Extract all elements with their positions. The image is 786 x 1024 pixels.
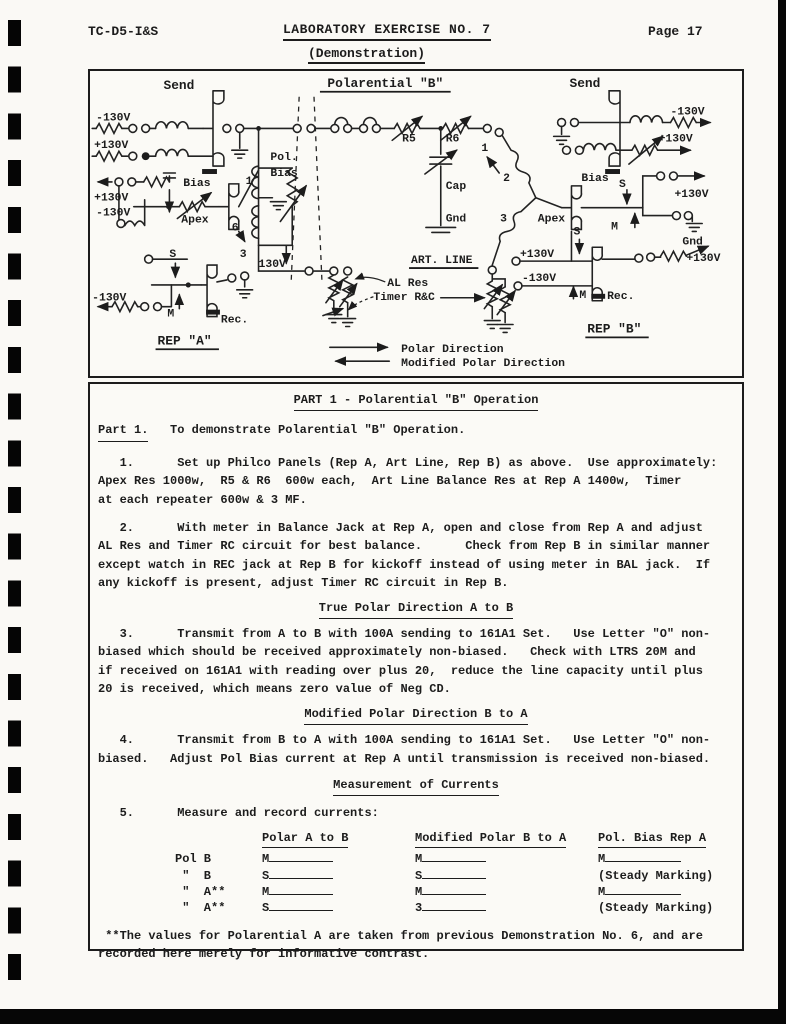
legend-polar-direction: Polar Direction: [401, 344, 504, 357]
paragraph-5: 5. Measure and record currents:: [98, 806, 379, 821]
table-row: Pol B M M M: [98, 851, 734, 867]
table-header-row: [98, 831, 734, 848]
blank-line: [269, 868, 333, 879]
label-b-pos130-1: +130V: [658, 133, 693, 146]
paragraph-1: 1. Set up Philco Panels (Rep A, Art Line, Rep B) as above. Use approximately: Apex Res 1000w, R5 & R6 600w each, Art Line Balance Res at Rep A 1400w, Timer at each repeater 600w & 3 MF.: [98, 455, 718, 507]
diagram-title: Polarential "B": [327, 75, 444, 91]
label-pol: Pol.: [270, 152, 298, 165]
label-b-s1: S: [619, 178, 626, 191]
circuit-diagram-box: [88, 69, 744, 378]
label-rep-a: REP "A": [157, 333, 212, 349]
label-b-pos130-4: +130V: [686, 253, 721, 266]
label-a-apex: Apex: [181, 214, 209, 227]
label-pol-bias: Bias: [270, 167, 298, 180]
legend-modified-polar-direction: Modified Polar Direction: [401, 358, 565, 371]
table-row: " A** M M M: [98, 884, 734, 900]
label-rep-b: REP "B": [587, 321, 642, 337]
binder-holes: [8, 20, 21, 982]
label-b-s2: S: [573, 226, 581, 239]
heading-measurement: Measurement of Currents: [98, 776, 734, 796]
label-a-neg130-2: -130V: [96, 207, 131, 220]
scan-edge-right: [778, 0, 786, 1024]
heading-true-polar: True Polar Direction A to B: [98, 599, 734, 619]
part1-heading: PART 1 - Polarential "B" Operation: [98, 391, 734, 411]
label-al-res: AL Res: [387, 277, 429, 290]
label-sw-3: 3: [500, 213, 508, 226]
label-tap-6: 6: [231, 222, 239, 235]
label-b-rec: Rec.: [607, 290, 635, 303]
label-art-line: ART. LINE: [411, 255, 473, 268]
instructions-box: [88, 382, 744, 962]
doc-code: TC-D5-I&S: [88, 24, 159, 39]
label-a-neg130-1: -130V: [96, 112, 131, 125]
label-b-gnd: Gnd: [682, 236, 703, 249]
blank-line: [422, 900, 486, 911]
paragraph-4: 4. Transmit from B to A with 100A sending to 161A1 Set. Use Letter "O" non- biased. Adjust Pol Bias current at Rep A until transmission is received non-biased.: [98, 733, 711, 766]
label-b-apex: Apex: [537, 213, 566, 226]
blank-line: [422, 868, 486, 879]
blank-line: [422, 884, 486, 895]
label-b-neg130-1: -130V: [670, 106, 705, 119]
label-r6: R6: [445, 133, 460, 146]
label-b-pos130-2: +130V: [674, 188, 709, 201]
label-130v: 130V: [258, 259, 286, 272]
label-sw-1: 1: [481, 143, 489, 156]
footnote: **The values for Polarential A are taken from previous Demonstration No. 6, and are recorded here merely for informative contrast.: [98, 928, 703, 962]
label-send-a: Send: [163, 77, 195, 93]
page-subtitle: (Demonstration): [308, 46, 425, 64]
label-a-m: M: [167, 308, 175, 321]
label-timer-rc: Timer R&C: [373, 291, 435, 304]
blank-line: [605, 884, 681, 895]
label-b-m2: M: [579, 289, 587, 302]
scan-edge-bottom: [0, 1009, 786, 1024]
blank-line: [605, 851, 681, 862]
table-row: " B S S (Steady Marking): [175, 868, 714, 883]
blank-line: [269, 884, 333, 895]
circuit-diagram-svg: [90, 71, 742, 376]
table-header-polar-a-to-b: Polar A to B: [262, 831, 348, 848]
label-a-pos130-1: +130V: [94, 140, 129, 153]
label-a-pos130-2: +130V: [94, 192, 129, 205]
page-number: Page 17: [648, 24, 703, 39]
part1-objective: Part 1. To demonstrate Polarential "B" Operation.: [98, 421, 734, 441]
label-b-m1: M: [611, 221, 618, 234]
label-b-pos130-3: +130V: [519, 249, 555, 262]
label-gnd-mid: Gnd: [445, 213, 467, 226]
blank-line: [269, 900, 333, 911]
blank-line: [269, 851, 333, 862]
label-cap: Cap: [445, 180, 467, 193]
label-b-bias: Bias: [581, 172, 609, 185]
paragraph-2: 2. With meter in Balance Jack at Rep A, open and close from Rep A and adjust AL Res and Timer RC circuit for best balance. Check from Rep B in similar manner except watch in REC jack at Rep B for kickoff instead of using meter in BAL jack. If any kickoff is present, adjust Timer RC circuit in Rep B.: [98, 521, 711, 591]
label-a-bias: Bias: [183, 177, 211, 190]
paragraph-3: 3. Transmit from A to B with 100A sending to 161A1 Set. Use Letter "O" non- biased which should be received approximately non-biased. Check with LTRS 20M and if received on 161A1 with reading over plus 20, reduce the line capacity until plus 20 is received, which means zero value of Neg CD.: [98, 627, 711, 697]
current-measurement-table: [98, 831, 734, 917]
label-tap-1: 1: [245, 175, 253, 188]
heading-modified-polar: Modified Polar Direction B to A: [98, 705, 734, 725]
label-a-rec: Rec.: [220, 314, 249, 327]
label-send-b: Send: [569, 75, 601, 91]
page-title: LABORATORY EXERCISE NO. 7: [283, 22, 491, 41]
table-row: " A** S 3 (Steady Marking): [175, 901, 714, 916]
label-a-neg130-3: -130V: [92, 292, 127, 305]
blank-line: [422, 851, 486, 862]
label-tap-3: 3: [239, 249, 247, 262]
table-header-modified-polar-b-to-a: Modified Polar B to A: [415, 831, 566, 848]
label-b-neg130-2: -130V: [521, 272, 557, 285]
label-a-s: S: [169, 249, 177, 262]
table-header-pol-bias-rep-a: Pol. Bias Rep A: [598, 831, 706, 848]
label-r5: R5: [402, 133, 416, 146]
label-sw-2: 2: [503, 172, 510, 185]
